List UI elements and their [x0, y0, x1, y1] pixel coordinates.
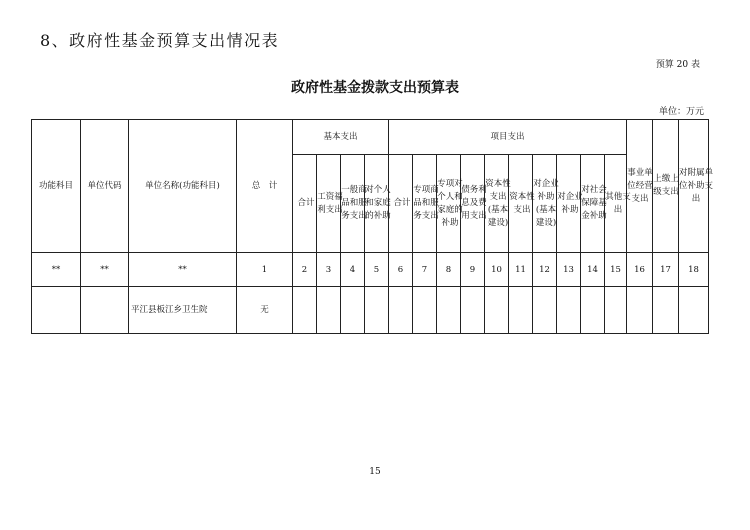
table-number: 预算 20 表 — [655, 60, 700, 70]
column-number-cell: 10 — [485, 253, 509, 287]
page-number: 15 — [369, 467, 381, 477]
header-affiliated: 对附属单位补助支出 — [679, 120, 709, 253]
column-number-cell: 12 — [533, 253, 557, 287]
section-title: 8、政府性基金预算支出情况表 — [40, 31, 280, 50]
column-number-cell: 6 — [389, 253, 413, 287]
unit-label: 单位：万元 — [658, 107, 704, 117]
empty-cell — [341, 287, 365, 334]
basic-sub-header: 一般商品和服务支出 — [341, 155, 365, 253]
column-number-cell: 18 — [679, 253, 709, 287]
header-unit-name: 单位名称(功能科目) — [129, 120, 237, 253]
empty-cell — [605, 287, 627, 334]
empty-cell — [485, 287, 509, 334]
project-sub-header: 资本性支出 — [509, 155, 533, 253]
project-sub-header: 债务利息及费用支出 — [461, 155, 485, 253]
project-sub-header: 资本性支出(基本建设) — [485, 155, 509, 253]
empty-cell — [533, 287, 557, 334]
empty-cell — [581, 287, 605, 334]
column-number-cell: 17 — [653, 253, 679, 287]
budget-table — [31, 119, 714, 334]
column-number-cell: 8 — [437, 253, 461, 287]
empty-cell — [679, 287, 709, 334]
column-number-cell: 15 — [605, 253, 627, 287]
total-cell: 无 — [237, 287, 293, 334]
empty-cell — [557, 287, 581, 334]
header-func: 功能科目 — [32, 120, 81, 253]
column-number-cell: 14 — [581, 253, 605, 287]
empty-cell — [293, 287, 317, 334]
header-project: 项目支出 — [389, 120, 627, 155]
project-sub-header: 其他支出 — [605, 155, 627, 253]
column-number-cell: 5 — [365, 253, 389, 287]
empty-cell — [653, 287, 679, 334]
project-sub-header: 对社会保障基金补助 — [581, 155, 605, 253]
empty-cell — [627, 287, 653, 334]
empty-cell — [365, 287, 389, 334]
document-title: 政府性基金拨款支出预算表 — [291, 80, 459, 96]
column-number-cell: 7 — [413, 253, 437, 287]
column-number-cell: 13 — [557, 253, 581, 287]
column-number-cell: ** — [81, 253, 129, 287]
unit-name-cell: 平江县板江乡卫生院 — [129, 287, 237, 334]
header-superior: 上缴上级支出 — [653, 120, 679, 253]
project-sub-header: 合计 — [389, 155, 413, 253]
header-unit-code: 单位代码 — [81, 120, 129, 253]
basic-sub-header: 合计 — [293, 155, 317, 253]
column-number-cell: 3 — [317, 253, 341, 287]
column-number-cell: 2 — [293, 253, 317, 287]
project-sub-header: 对企业补助 — [557, 155, 581, 253]
basic-sub-header: 工资福利支出 — [317, 155, 341, 253]
empty-cell — [317, 287, 341, 334]
project-sub-header: 对企业补助(基本建设) — [533, 155, 557, 253]
empty-cell — [461, 287, 485, 334]
empty-cell — [413, 287, 437, 334]
table-row — [32, 287, 709, 334]
column-number-cell: 11 — [509, 253, 533, 287]
empty-cell — [81, 287, 129, 334]
empty-cell — [32, 287, 81, 334]
empty-cell — [437, 287, 461, 334]
column-number-cell: 1 — [237, 253, 293, 287]
column-number-cell: ** — [32, 253, 81, 287]
empty-cell — [389, 287, 413, 334]
project-sub-header: 专项商品和服务支出 — [413, 155, 437, 253]
basic-sub-header: 对个人和家庭的补助 — [365, 155, 389, 253]
header-basic: 基本支出 — [293, 120, 389, 155]
column-number-cell: 9 — [461, 253, 485, 287]
column-number-cell: 4 — [341, 253, 365, 287]
column-number-row — [32, 253, 709, 287]
empty-cell — [509, 287, 533, 334]
header-total: 总 计 — [237, 120, 293, 253]
column-number-cell: 16 — [627, 253, 653, 287]
project-sub-header: 专项对个人和家庭的补助 — [437, 155, 461, 253]
column-number-cell: ** — [129, 253, 237, 287]
header-business: 事业单位经营支出 — [627, 120, 653, 253]
